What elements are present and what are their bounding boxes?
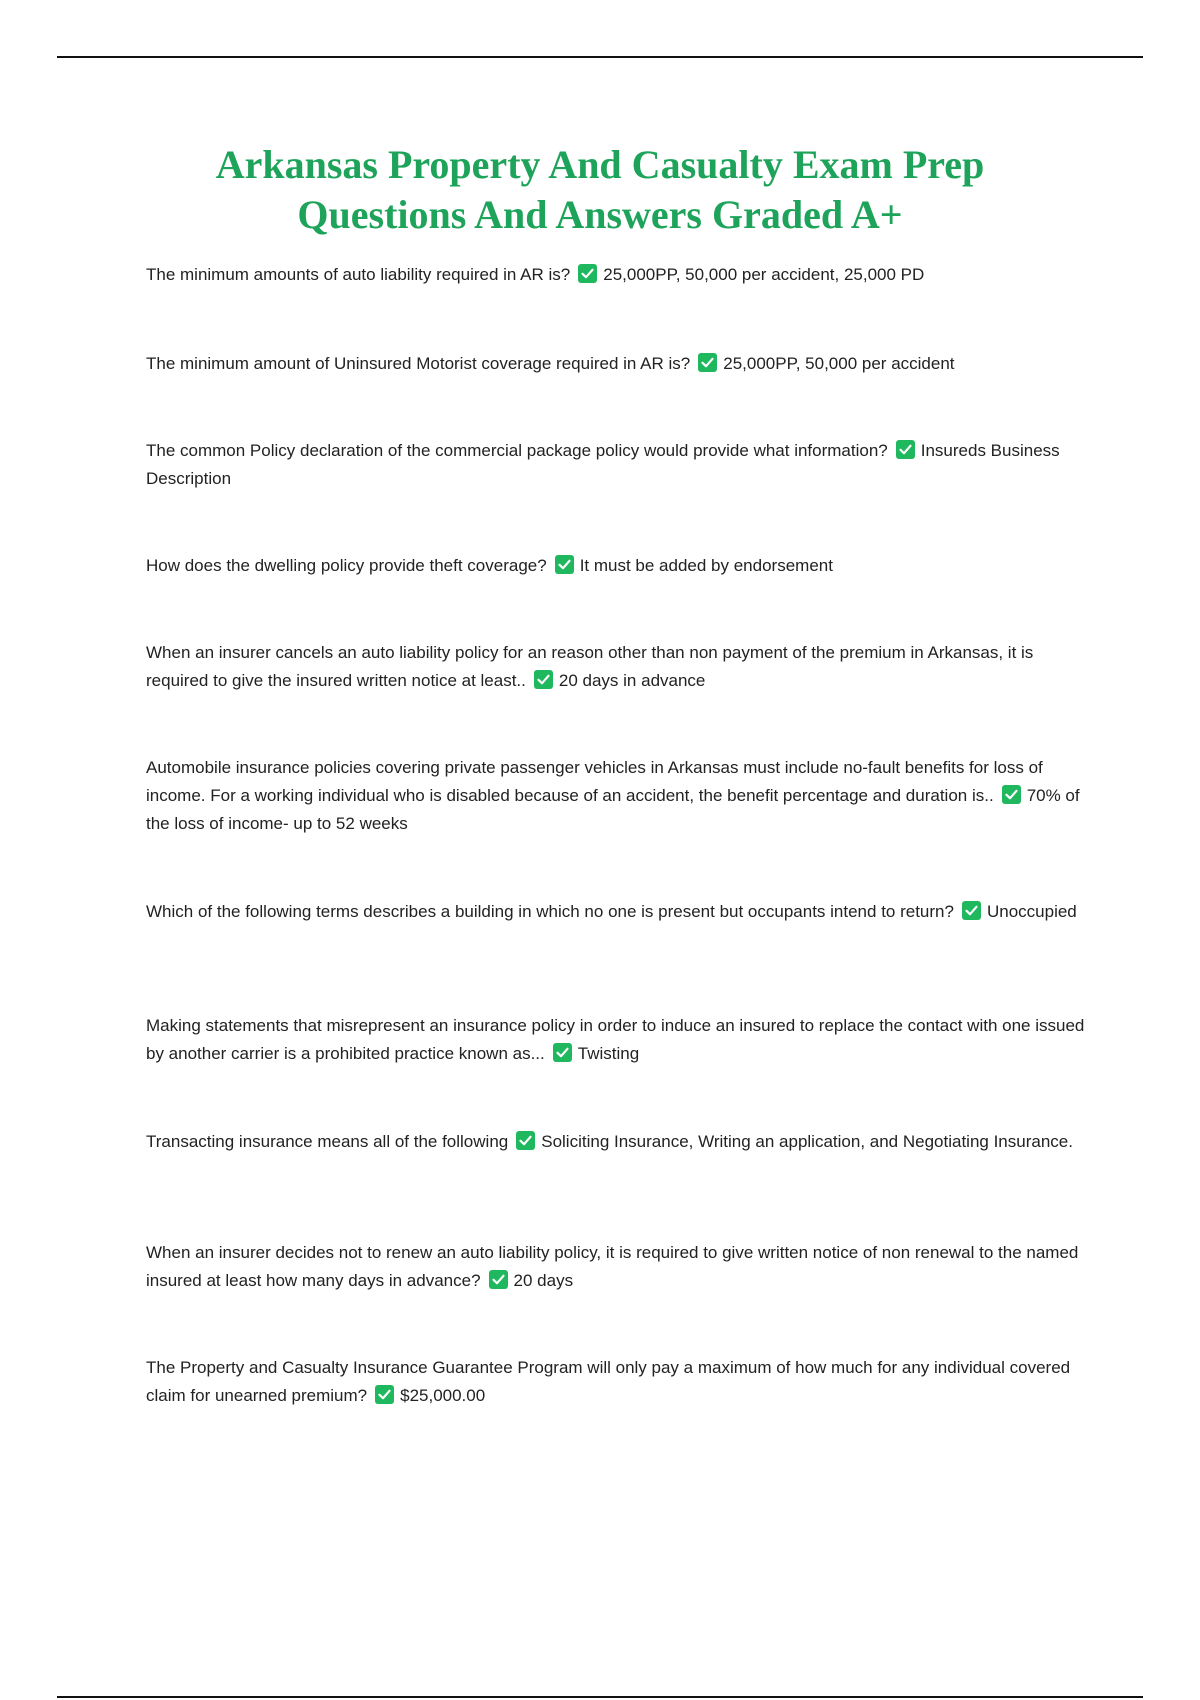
qa-item [146,350,1086,378]
qa-item [146,552,1086,580]
answer-text: It must be added by endorsement [579,556,833,575]
qa-item [146,1354,1086,1410]
answer-text: 25,000PP, 50,000 per accident, 25,000 PD [603,265,925,284]
check-box-icon [375,1385,394,1404]
qa-item [146,261,1086,289]
question-text: Which of the following terms describes a building in which no one is present but occupants intend to return? [146,902,954,921]
check-box-icon [516,1131,535,1150]
question-text: The minimum amounts of auto liability required in AR is? [146,265,571,284]
qa-item [146,898,1086,926]
answer-text: Unoccupied [986,902,1077,921]
title-line-1: Arkansas Property And Casualty Exam Prep [215,142,985,187]
check-box-icon [698,353,717,372]
question-text: Transacting insurance means all of the following [146,1132,509,1151]
answer-text: 70% of the loss of income- up to 52 weeks [146,786,1080,833]
question-text: Automobile insurance policies covering private passenger vehicles in Arkansas must include no-fault benefits for loss of income. For a working individual who is disabled because of an accident, the benefit percentage and duration is.. [146,758,1043,805]
answer-text: 20 days in advance [558,671,706,690]
question-text: When an insurer decides not to renew an auto liability policy, it is required to give written notice of non renewal to the named insured at least how many days in advance? [146,1243,1079,1290]
question-text: When an insurer cancels an auto liability policy for an reason other than non payment of the premium in Arkansas, it is required to give the insured written notice at least.. [146,643,1034,690]
page-title [100,140,1100,240]
answer-text: $25,000.00 [400,1386,486,1405]
qa-item [146,1012,1086,1068]
qa-item [146,639,1086,695]
bottom-rule [57,1696,1143,1698]
check-box-icon [896,440,915,459]
check-box-icon [578,264,597,283]
question-text: Making statements that misrepresent an insurance policy in order to induce an insured to replace the contact with one issued by another carrier is a prohibited practice known as... [146,1016,1085,1063]
check-box-icon [555,555,574,574]
question-text: The Property and Casualty Insurance Guarantee Program will only pay a maximum of how much for any individual covered claim for unearned premium? [146,1358,1071,1405]
qa-item [146,754,1086,838]
check-box-icon [1002,785,1021,804]
question-text: The minimum amount of Uninsured Motorist coverage required in AR is? [146,354,691,373]
check-box-icon [962,901,981,920]
qa-item [146,437,1086,493]
top-rule [57,56,1143,58]
title-line-2: Questions And Answers Graded A+ [297,192,903,237]
check-box-icon [553,1043,572,1062]
question-text: How does the dwelling policy provide theft coverage? [146,556,547,575]
qa-item [146,1239,1086,1295]
answer-text: Insureds Business Description [146,441,1060,488]
answer-text: Soliciting Insurance, Writing an application, and Negotiating Insurance. [541,1132,1073,1151]
answer-text: 20 days [513,1271,574,1290]
answer-text: Twisting [577,1044,640,1063]
qa-item [146,1128,1086,1156]
question-text: The common Policy declaration of the commercial package policy would provide what information? [146,441,888,460]
answer-text: 25,000PP, 50,000 per accident [723,354,955,373]
check-box-icon [534,670,553,689]
check-box-icon [489,1270,508,1289]
